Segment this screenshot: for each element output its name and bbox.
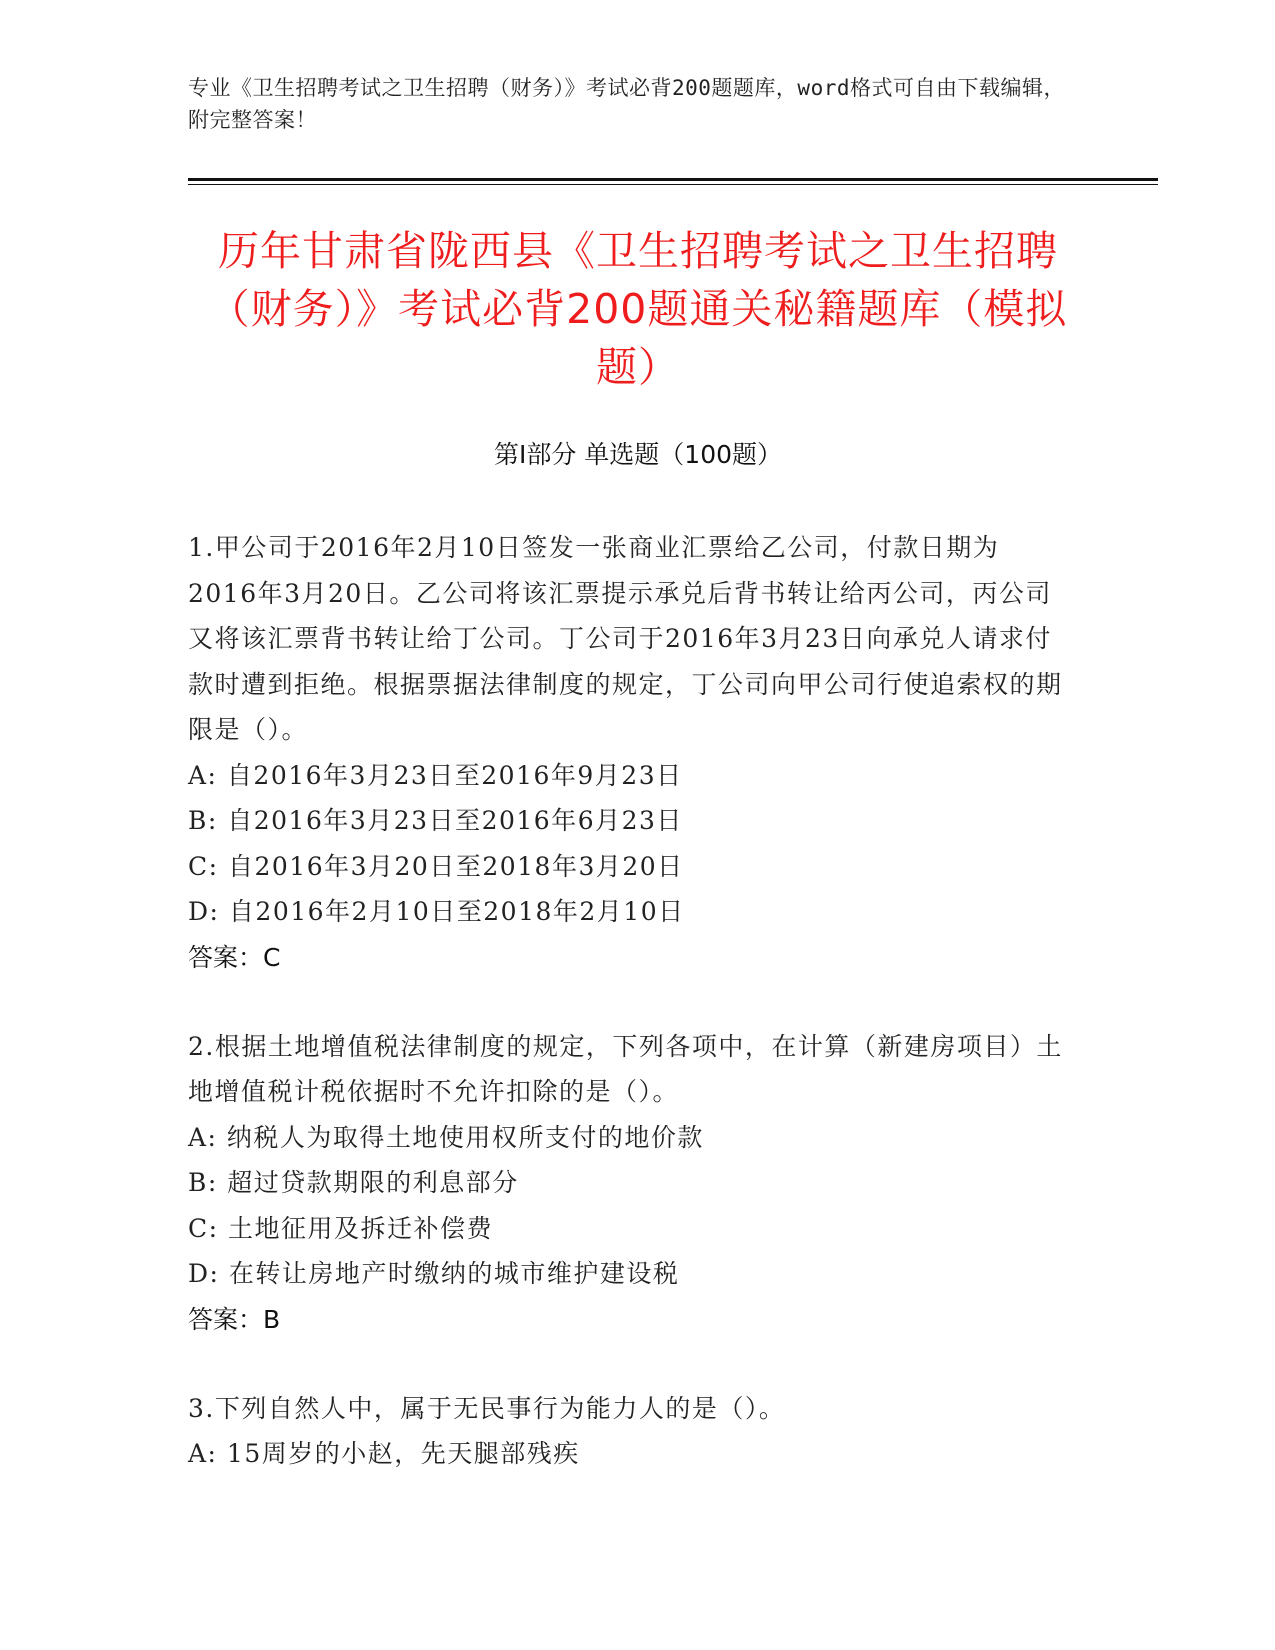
option-a: A: 纳税人为取得土地使用权所支付的地价款 bbox=[188, 1122, 704, 1152]
question-stem: 3.下列自然人中，属于无民事行为能力人的是（）。 bbox=[188, 1393, 786, 1423]
header-note: 专业《卫生招聘考试之卫生招聘（财务）》考试必背200题题库，word格式可自由下载编辑，附完整答案！ bbox=[188, 76, 1065, 132]
header-rule-thin bbox=[188, 184, 1158, 185]
option-b: B: 超过贷款期限的利息部分 bbox=[188, 1168, 519, 1197]
option-c: C: 土地征用及拆迁补偿费 bbox=[188, 1213, 493, 1243]
question-stem: 2.根据土地增值税法律制度的规定，下列各项中，在计算（新建房项目）土地增值税计税依据时不允许扣除的是（）。 bbox=[188, 1031, 1063, 1106]
question-1 bbox=[188, 525, 1068, 980]
option-a: A: 自2016年3月23日至2016年9月23日 bbox=[188, 760, 683, 790]
option-d: D: 在转让房地产时缴纳的城市维护建设税 bbox=[188, 1259, 680, 1288]
option-d: D: 自2016年2月10日至2018年2月10日 bbox=[188, 897, 685, 926]
answer-label: 答案：C bbox=[188, 942, 281, 972]
question-list bbox=[188, 525, 1068, 1521]
question-2 bbox=[188, 1024, 1068, 1342]
option-b: B: 自2016年3月23日至2016年6月23日 bbox=[188, 806, 683, 835]
question-3 bbox=[188, 1386, 1068, 1477]
document-title: 历年甘肃省陇西县《卫生招聘考试之卫生招聘（财务）》考试必背200题通关秘籍题库（模拟题） bbox=[208, 227, 1068, 391]
header-rule-thick bbox=[188, 178, 1158, 181]
section-title: 第Ⅰ部分 单选题（100题） bbox=[493, 440, 783, 469]
question-stem: 1.甲公司于2016年2月10日签发一张商业汇票给乙公司，付款日期为2016年3月20日。乙公司将该汇票提示承兑后背书转让给丙公司，丙公司又将该汇票背书转让给丁公司。丁公司于2016年3月23日向承兑人请求付款时遭到拒绝。根据票据法律制度的规定，丁公司向甲公司行使追索权的期限是（）。 bbox=[188, 533, 1063, 744]
answer-label: 答案：B bbox=[188, 1304, 281, 1334]
option-c: C: 自2016年3月20日至2018年3月20日 bbox=[188, 851, 684, 881]
option-a: A: 15周岁的小赵，先天腿部残疾 bbox=[188, 1439, 580, 1468]
